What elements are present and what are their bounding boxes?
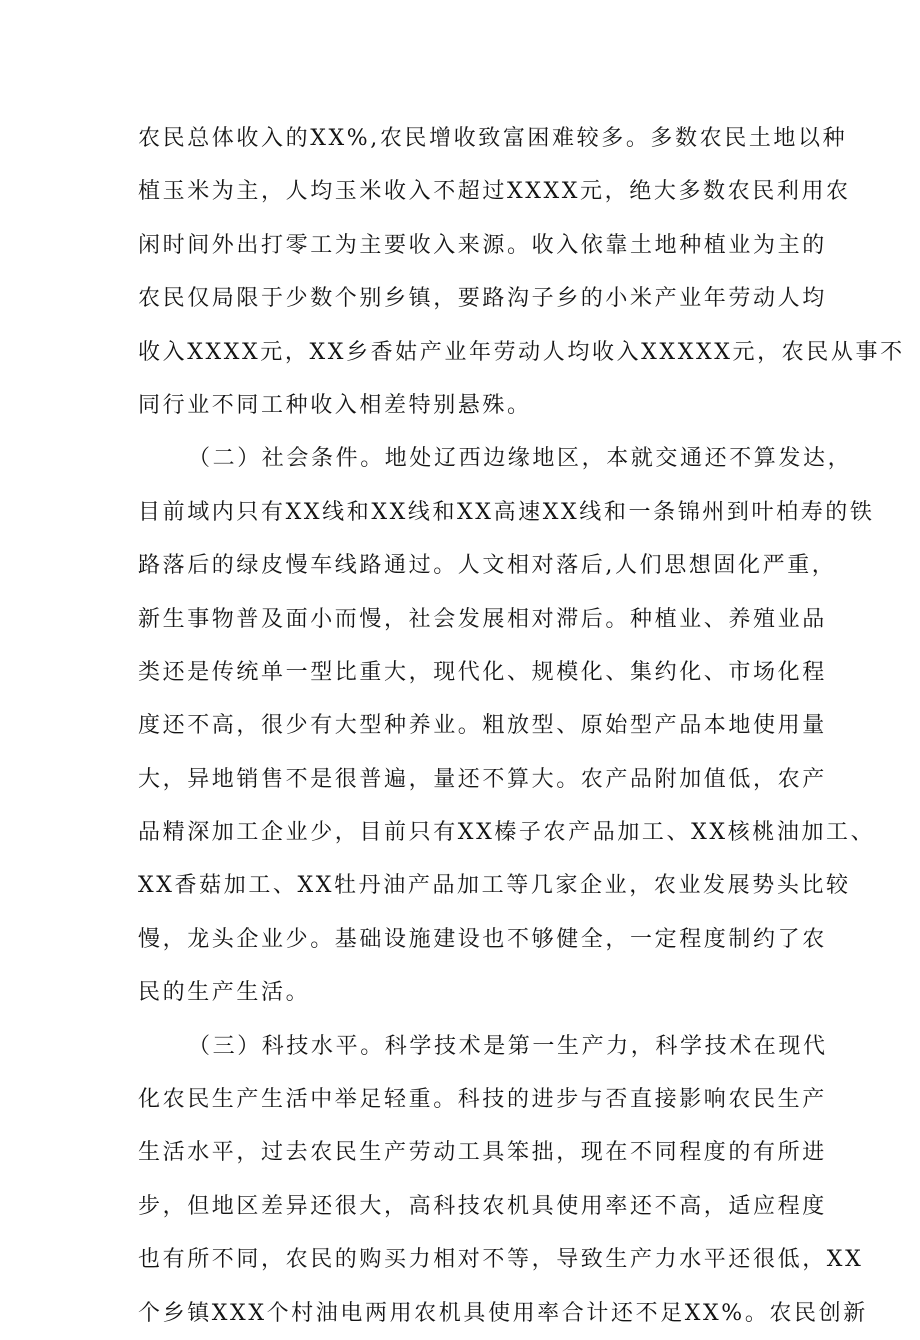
document-body <box>138 112 905 1340</box>
text-line: XX香菇加工、XX牡丹油产品加工等几家企业，农业发展势头比较 <box>138 873 851 899</box>
text-line: （三）科技水平。科学技术是第一生产力，科学技术在现代 <box>188 1033 828 1059</box>
text-line: 农民仅局限于少数个别乡镇，要路沟子乡的小米产业年劳动人均 <box>138 286 827 312</box>
text-line: 个乡镇XXX个村油电两用农机具使用率合计还不足XX%。农民创新 <box>138 1300 868 1326</box>
text-line: 品精深加工企业少，目前只有XX榛子农产品加工、XX核桃油加工、 <box>138 820 876 846</box>
text-line: 农民总体收入的XX%,农民增收致富困难较多。多数农民土地以种 <box>138 126 848 151</box>
text-line: 民的生产生活。 <box>138 980 311 1006</box>
text-line: 度还不高，很少有大型种养业。粗放型、原始型产品本地使用量 <box>138 713 827 739</box>
text-line: 也有所不同，农民的购买力相对不等，导致生产力水平还很低，XX <box>138 1247 864 1273</box>
text-line: 同行业不同工种收入相差特别悬殊。 <box>138 392 532 418</box>
text-line: 植玉米为主，人均玉米收入不超过XXXX元，绝大多数农民利用农 <box>138 179 851 205</box>
text-line: 生活水平，过去农民生产劳动工具笨拙，现在不同程度的有所进 <box>138 1140 827 1166</box>
text-line: 化农民生产生活中举足轻重。科技的进步与否直接影响农民生产 <box>138 1087 827 1113</box>
text-line: （二）社会条件。地处辽西边缘地区，本就交通还不算发达， <box>188 446 853 472</box>
text-line: 收入XXXX元，XX乡香姑产业年劳动人均收入XXXXX元，农民从事不 <box>138 339 905 365</box>
text-line: 类还是传统单一型比重大，现代化、规模化、集约化、市场化程 <box>138 659 827 685</box>
text-line: 闲时间外出打零工为主要收入来源。收入依靠土地种植业为主的 <box>138 232 827 258</box>
text-line: 大，异地销售不是很普遍，量还不算大。农产品附加值低，农产 <box>138 766 827 792</box>
text-line: 慢，龙头企业少。基础设施建设也不够健全，一定程度制约了农 <box>138 926 827 952</box>
text-line: 路落后的绿皮慢车线路通过。人文相对落后,人们思想固化严重， <box>138 553 837 579</box>
text-line: 目前域内只有XX线和XX线和XX高速XX线和一条锦州到叶柏寿的铁 <box>138 499 875 525</box>
text-line: 步，但地区差异还很大，高科技农机具使用率还不高，适应程度 <box>138 1193 827 1219</box>
text-line: 新生事物普及面小而慢，社会发展相对滞后。种植业、养殖业品 <box>138 606 827 632</box>
